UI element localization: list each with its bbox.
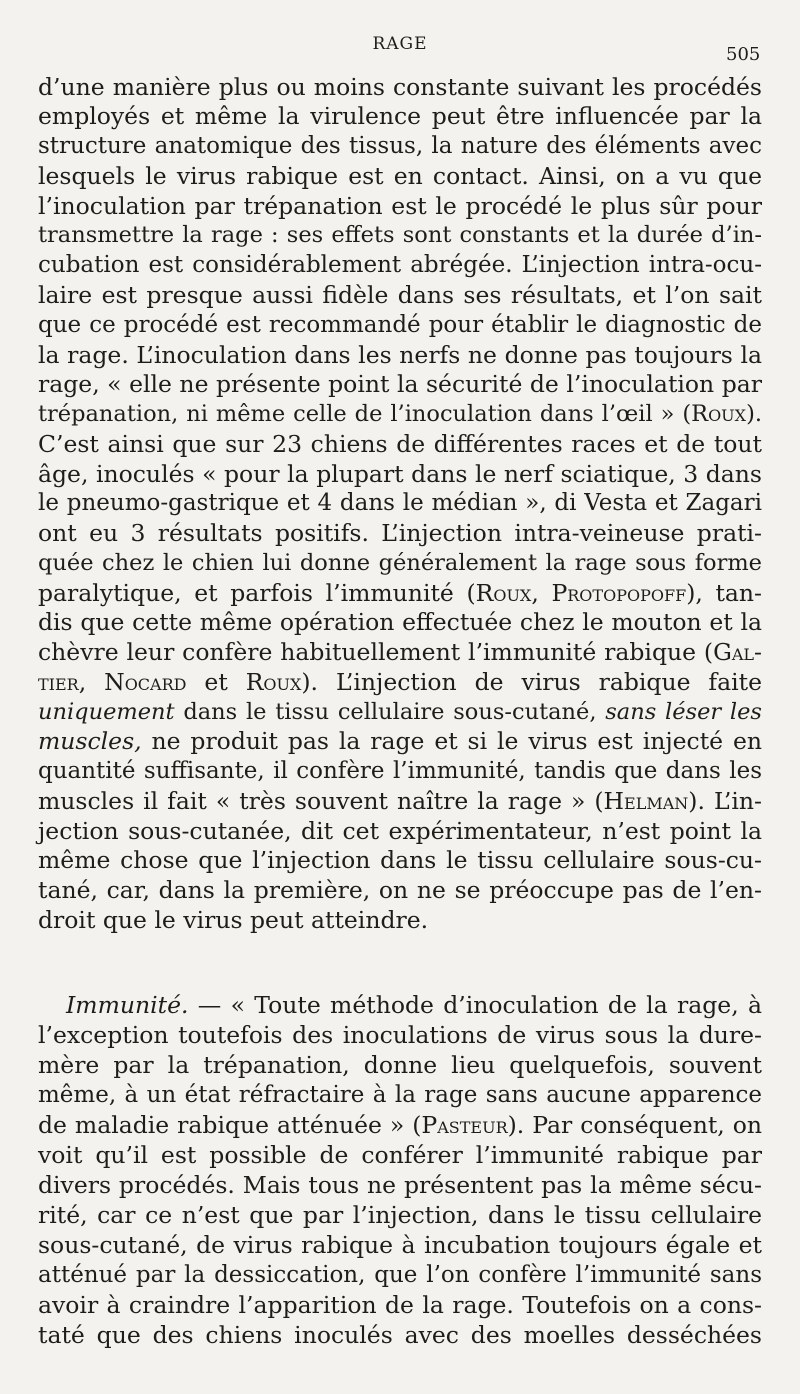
text-line: rité, car ce n’est que par l’injection, dans le tissu cellulaire <box>38 1201 762 1229</box>
text-line: laire est presque aussi fidèle dans ses résultats, et l’on sait <box>38 281 762 309</box>
text-line: la rage. L’inoculation dans les nerfs ne donne pas toujours la <box>38 341 762 369</box>
author-name: Protopopoff <box>551 579 687 607</box>
author-name: Pasteur <box>421 1111 508 1139</box>
text-line: jection sous-cutanée, dit cet expérimentateur, n’est point la <box>38 817 762 845</box>
text-line: quée chez le chien lui donne généralement la rage sous forme <box>38 550 762 576</box>
text-line: l’inoculation par trépanation est le procédé le plus sûr pour <box>38 192 762 220</box>
author-name: Helman <box>603 787 689 815</box>
text-line: rage, « elle ne présente point la sécurité de l’inoculation par <box>38 370 762 398</box>
text-line: paralytique, et parfois l’immunité (Roux, Protopopoff), tan- <box>38 579 763 607</box>
author-name: Nocard <box>104 668 187 696</box>
text-line: cubation est considérablement abrégée. L’injection intra-ocu- <box>38 252 762 278</box>
text-line: lesquels le virus rabique est en contact. Ainsi, on a vu que <box>38 162 762 190</box>
author-name: Roux <box>245 668 302 696</box>
text-line: uniquement dans le tissu cellulaire sous-cutané, sans léser les <box>38 699 762 725</box>
text-line: employés et même la virulence peut être influencée par la <box>38 102 762 130</box>
text-line: C’est ainsi que sur 23 chiens de différentes races et de tout <box>38 430 762 458</box>
text-line: mère par la trépanation, donne lieu quelquefois, souvent <box>38 1051 762 1079</box>
text-line: taté que des chiens inoculés avec des moelles desséchées <box>38 1321 762 1349</box>
text-line: même, à un état réfractaire à la rage sans aucune apparence <box>38 1082 762 1108</box>
text-line: de maladie rabique atténuée » (Pasteur). Par conséquent, on <box>38 1111 762 1139</box>
page-number: 505 <box>726 44 761 65</box>
text-line: voit qu’il est possible de conférer l’immunité rabique par <box>38 1141 762 1169</box>
text-line: dis que cette même opération effectuée chez le mouton et la <box>38 608 762 636</box>
author-name: tier <box>38 668 79 696</box>
text-line: atténué par la dessiccation, que l’on confère l’immunité sans <box>38 1262 762 1288</box>
author-name: Gal- <box>713 638 762 666</box>
text-line: transmettre la rage : ses effets sont constants et la durée d’in- <box>38 222 762 248</box>
text-line: âge, inoculés « pour la plupart dans le nerf sciatique, 3 dans <box>38 460 762 488</box>
text-line: quantité suffisante, il confère l’immunité, tandis que dans les <box>38 758 762 784</box>
text-line: avoir à craindre l’apparition de la rage. Toutefois on a cons- <box>38 1291 762 1319</box>
text-line: Immunité. — « Toute méthode d’inoculation de la rage, à <box>66 991 762 1019</box>
text-line: tané, car, dans la première, on ne se préoccupe pas de l’en- <box>38 876 762 904</box>
text-line: divers procédés. Mais tous ne présentent pas la même sécu- <box>38 1171 762 1199</box>
text-line: muscles il fait « très souvent naître la rage » (Helman). L’in- <box>38 787 762 815</box>
running-title: RAGE <box>372 34 428 54</box>
text-line: droit que le virus peut atteindre. <box>38 906 429 934</box>
text-line: même chose que l’injection dans le tissu cellulaire sous-cu- <box>38 846 762 874</box>
text-line: le pneumo-gastrique et 4 dans le médian », di Vesta et Zagari <box>38 490 762 516</box>
text-line: structure anatomique des tissus, la nature des éléments avec <box>38 133 762 159</box>
text-line: d’une manière plus ou moins constante suivant les procédés <box>38 73 762 101</box>
text-line: l’exception toutefois des inoculations de virus sous la dure- <box>38 1021 762 1049</box>
text-line: sous-cutané, de virus rabique à incubation toujours égale et <box>38 1231 762 1259</box>
text-line: muscles, ne produit pas la rage et si le virus est injecté en <box>38 727 762 755</box>
text-line: chèvre leur confère habituellement l’immunité rabique (Gal- <box>38 638 762 666</box>
text-line: que ce procédé est recommandé pour établir le diagnostic de <box>38 312 762 338</box>
author-name: Roux <box>691 401 747 427</box>
text-line: tier, Nocard et Roux). L’injection de virus rabique faite <box>38 668 762 696</box>
author-name: Roux <box>475 579 532 607</box>
text-line: trépanation, ni même celle de l’inoculation dans l’œil » (Roux). <box>38 401 762 427</box>
text-line: ont eu 3 résultats positifs. L’injection intra-veineuse prati- <box>38 519 762 547</box>
section-heading: Immunité. <box>66 991 189 1019</box>
